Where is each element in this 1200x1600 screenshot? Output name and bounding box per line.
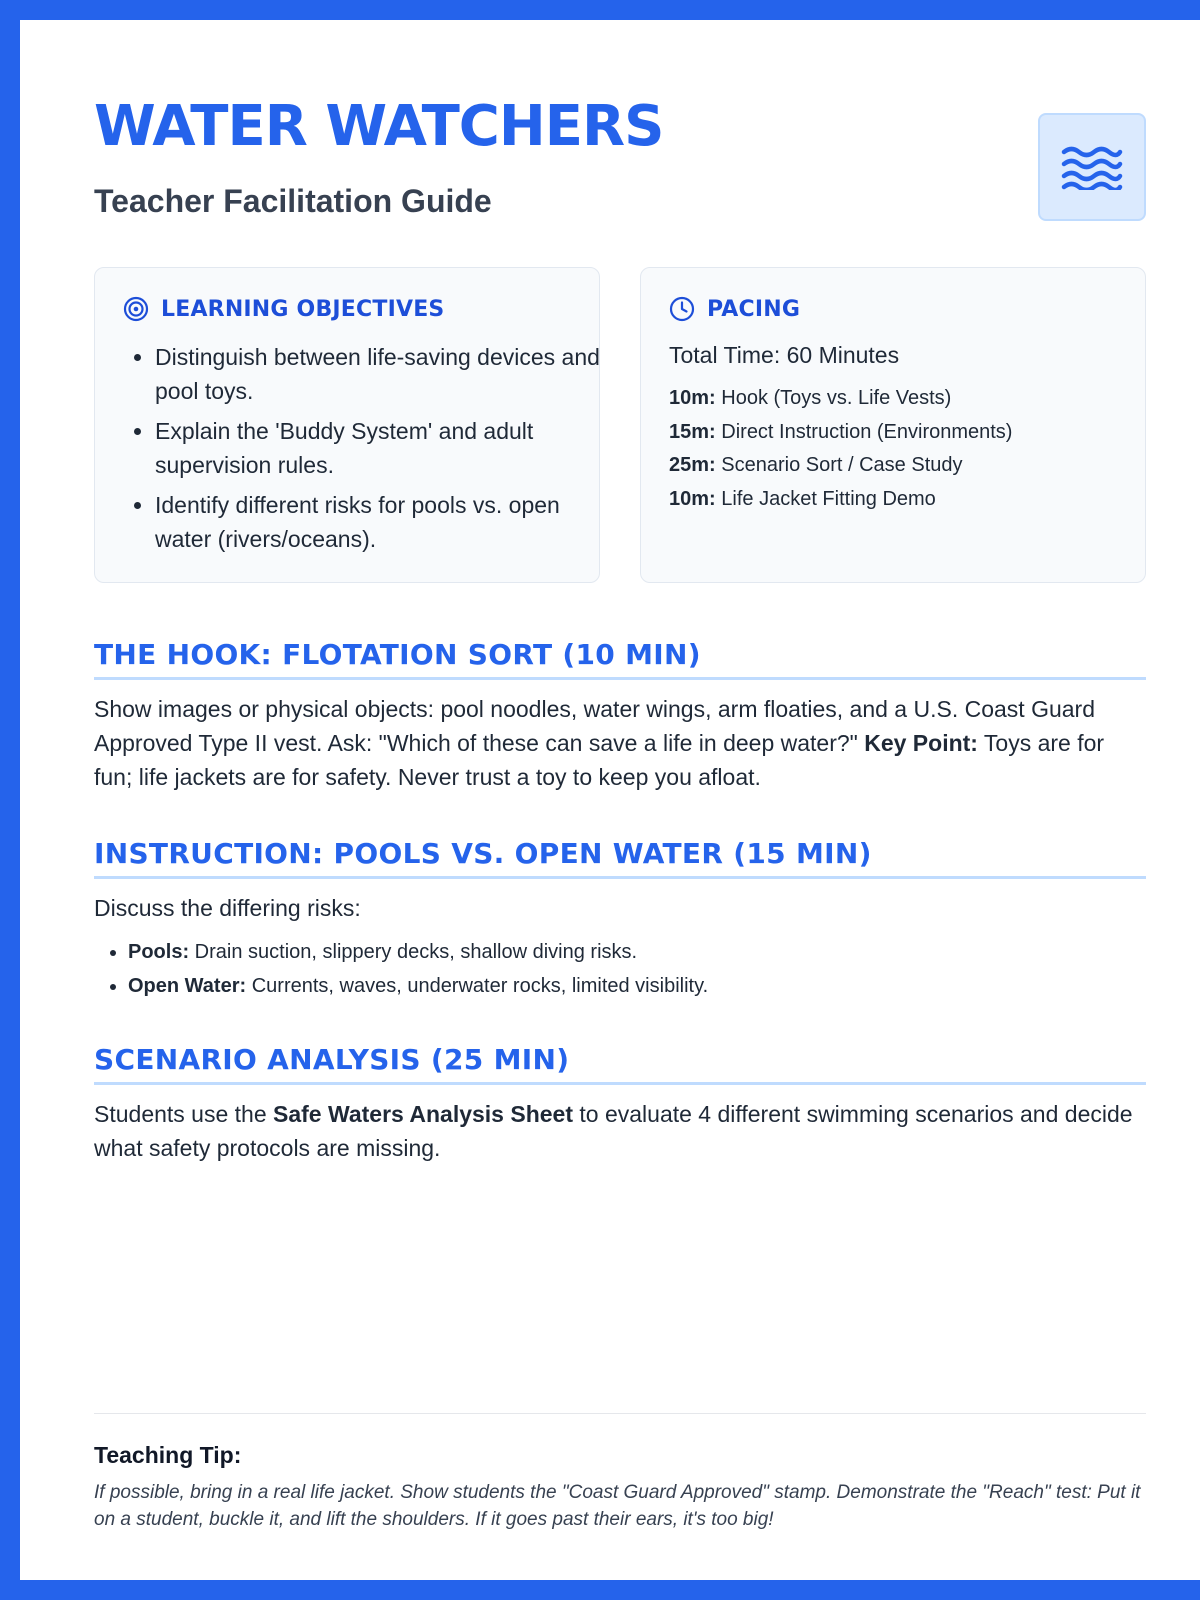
pacing-row xyxy=(669,449,1012,483)
teaching-tip xyxy=(94,1413,1146,1533)
page-title: WATER WATCHERS xyxy=(94,94,664,159)
pacing-row xyxy=(669,483,1012,517)
instruction-section xyxy=(94,837,1146,1003)
risk-text: Drain suction, slippery decks, shallow diving risks. xyxy=(189,941,638,963)
risk-list xyxy=(94,935,1146,1003)
objectives-header xyxy=(123,296,444,322)
pacing-label: Scenario Sort / Case Study xyxy=(721,454,963,476)
scenario-text-end: to evaluate 4 different swimming scenarios and decide what safety protocols are missing. xyxy=(94,1101,1133,1161)
pacing-label: Hook (Toys vs. Life Vests) xyxy=(721,387,952,409)
pacing-time: 15m: xyxy=(669,420,716,443)
objectives-list xyxy=(123,340,605,562)
clock-icon xyxy=(669,296,695,322)
pacing-list xyxy=(669,382,1012,516)
hook-title: THE HOOK: FLOTATION SORT (10 MIN) xyxy=(94,638,1146,680)
pacing-label: Life Jacket Fitting Demo xyxy=(721,487,936,510)
logo-badge xyxy=(1038,113,1146,221)
scenario-title: SCENARIO ANALYSIS (25 MIN) xyxy=(94,1043,1146,1085)
objective-item: • Explain the 'Buddy System' and adult supervision rules. xyxy=(155,414,605,482)
pacing-label: Direct Instruction (Environments) xyxy=(721,420,1013,443)
document-sheet xyxy=(40,40,1180,1567)
risk-label: Pools: xyxy=(128,941,190,963)
hook-body xyxy=(94,692,1146,794)
scenario-section xyxy=(94,1043,1146,1165)
objective-item: • Identify different risks for pools vs. open water (rivers/oceans). xyxy=(155,488,605,556)
risk-item xyxy=(128,935,1146,969)
scenario-text: Students use the xyxy=(94,1101,274,1127)
page-subtitle: Teacher Facilitation Guide xyxy=(94,183,492,219)
waves-icon xyxy=(1061,144,1123,190)
objective-item: • Distinguish between life-saving devices and pool toys. xyxy=(155,340,605,408)
risk-label: Open Water: xyxy=(128,975,247,997)
tip-text: If possible, bring in a real life jacket. Show students the "Coast Guard Approved" stamp. Demonstrate the "Reach" test: Put it on a student, buckle it, and lift the shoulders. If it goes past their ears, it's too big! xyxy=(94,1482,1141,1530)
objectives-card xyxy=(94,267,600,583)
instruction-title: INSTRUCTION: POOLS VS. OPEN WATER (15 MIN) xyxy=(94,837,1146,879)
scenario-body xyxy=(94,1097,1146,1165)
target-icon xyxy=(123,296,149,322)
pacing-total: Total Time: 60 Minutes xyxy=(669,342,900,368)
objectives-title: LEARNING OBJECTIVES xyxy=(161,296,445,322)
pacing-time: 25m: xyxy=(669,454,716,476)
pacing-time: 10m: xyxy=(669,487,716,510)
tip-label: Teaching Tip: xyxy=(94,1442,242,1468)
hook-section xyxy=(94,638,1146,794)
hook-text: Show images or physical objects: pool noodles, water wings, arm floaties, and a U.S. Coast Guard Approved Type II vest. Ask: "Which of these can save a life in deep water?" xyxy=(94,696,1095,756)
header xyxy=(94,95,1146,225)
pacing-title: PACING xyxy=(707,296,801,322)
pacing-time: 10m: xyxy=(669,387,716,409)
pacing-row xyxy=(669,416,1012,450)
key-point-label: Key Point: xyxy=(864,730,978,756)
risk-item xyxy=(128,969,1146,1003)
analysis-sheet-name: Safe Waters Analysis Sheet xyxy=(273,1101,573,1127)
risk-text: Currents, waves, underwater rocks, limited visibility. xyxy=(246,975,709,997)
pacing-row xyxy=(669,382,1012,416)
instruction-intro: Discuss the differing risks: xyxy=(94,895,361,921)
summary-cards xyxy=(94,267,1146,583)
pacing-header xyxy=(669,296,800,322)
pacing-card xyxy=(640,267,1146,583)
hook-text-end: Toys are for fun; life jackets are for safety. Never trust a toy to keep you afloat. xyxy=(94,730,1105,790)
